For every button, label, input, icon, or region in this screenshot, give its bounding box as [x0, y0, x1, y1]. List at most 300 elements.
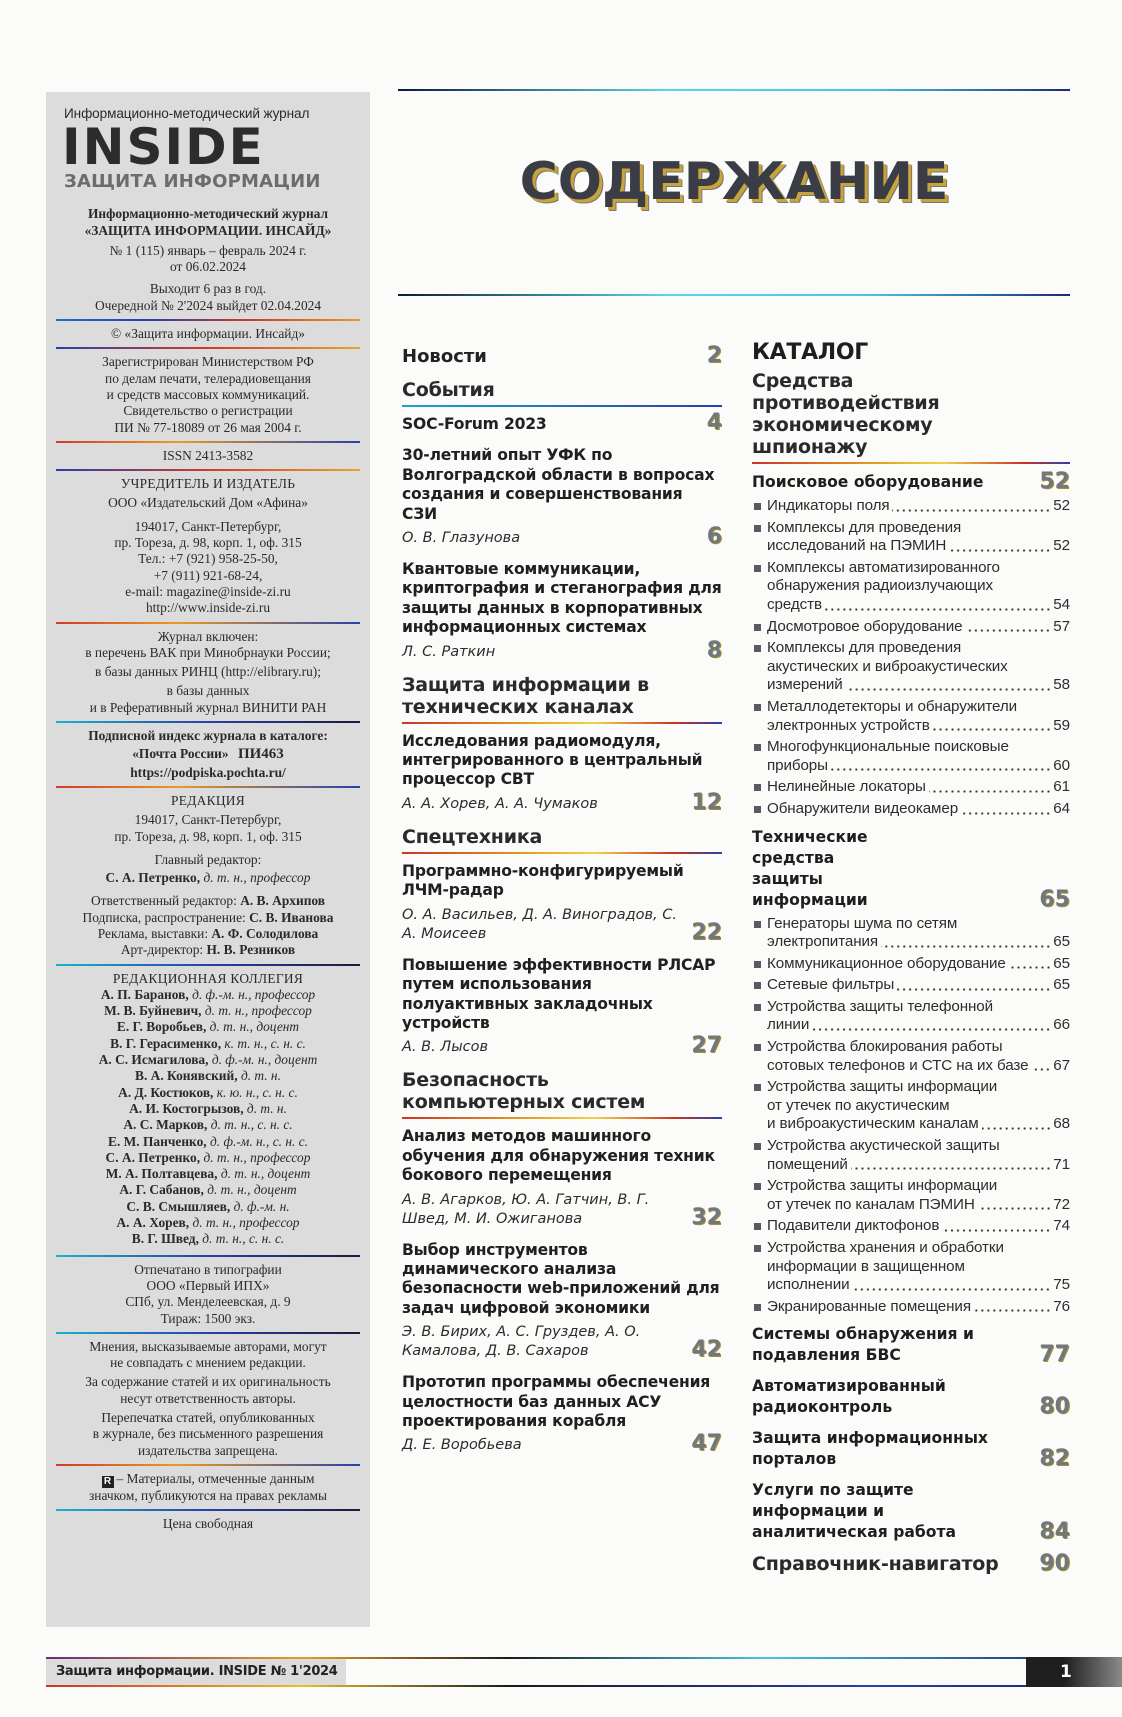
toc-entry-news[interactable] [402, 343, 722, 368]
staff-row [58, 926, 358, 942]
phone-2[interactable]: +7 (911) 921-68-24, [153, 567, 263, 583]
item-text [767, 976, 1070, 995]
item-leader-line [767, 497, 1070, 516]
dot-leader [982, 1127, 1052, 1130]
section-heading-events: События [402, 379, 495, 401]
catalog-group-heading[interactable] [752, 827, 1070, 911]
board-member [58, 1117, 358, 1133]
member-name: А. А. Хорев, [116, 1215, 190, 1231]
item-line: информации в защищенном [767, 1257, 965, 1275]
item-text [767, 998, 1070, 1035]
member-name: Е. М. Панченко, [108, 1133, 207, 1149]
entry-title: Анализ методов машинного обучения для обнаружения техник бокового перемещения [402, 1127, 715, 1185]
item-page-number: 65 [1053, 933, 1070, 951]
item-line: обнаружения радиоизлучающих [767, 577, 993, 595]
dot-leader [1009, 966, 1052, 969]
item-text [767, 497, 1070, 516]
included-db: в базы данных [166, 683, 250, 699]
item-line: Сетевые фильтры [767, 976, 895, 994]
item-line: Подавители диктофонов [767, 1217, 940, 1235]
section-title: Автоматизированный радиоконтроль [752, 1377, 946, 1417]
entry-authors: Э. В. Бирих, А. С. Груздев, А. О. Камалова, Д. В. Сахаров [402, 1324, 641, 1360]
member-name: А. Д. Костюков, [118, 1084, 214, 1100]
page-number: 84 [1039, 1519, 1070, 1545]
board-member [58, 1150, 358, 1166]
item-line: измерений [767, 676, 843, 694]
catalog-item[interactable] [752, 1038, 1070, 1075]
divider [56, 319, 360, 321]
entry-title: Квантовые коммуникации, криптография и стеганография для защиты данных в корпоративных информационных системах [402, 560, 722, 637]
item-text [767, 738, 1070, 775]
divider [56, 1509, 360, 1511]
section-underline [402, 405, 722, 407]
item-page-number: 76 [1053, 1297, 1070, 1315]
item-leader-line [767, 757, 1070, 776]
staff-role: Реклама, выставки: [97, 925, 212, 941]
item-leader-line [767, 955, 1070, 974]
item-text [767, 915, 1070, 952]
item-line: Устройства акустической защиты [767, 1137, 1000, 1155]
catalog-item[interactable] [752, 778, 1070, 797]
board-member [58, 1068, 358, 1084]
catalog-subheading: Средства противодействия экономическому шпионажу [752, 370, 940, 458]
website-link[interactable]: http://www.inside-zi.ru [145, 600, 271, 616]
catalog-item[interactable] [752, 738, 1070, 775]
item-page-number: 74 [1053, 1217, 1070, 1235]
member-title: д. т. н., доцент [220, 1166, 311, 1182]
board-member [58, 1182, 358, 1198]
tech-channels-list [402, 732, 722, 814]
board-member [58, 1166, 358, 1182]
item-line: Нелинейные локаторы [767, 778, 926, 796]
disclaimer-line: издательства запрещена. [137, 1442, 278, 1458]
board-member [58, 1101, 358, 1117]
subscription-index: ПИ463 [237, 746, 284, 763]
divider [56, 1332, 360, 1334]
editorial-address-line: пр. Тореза, д. 98, корп. 1, оф. 315 [114, 828, 302, 844]
catalog-item[interactable] [752, 497, 1070, 516]
item-line: помещений [767, 1155, 848, 1173]
registration-line: по делам печати, телерадиовещания [105, 370, 311, 386]
entry-authors: А. В. Лысов [402, 1039, 489, 1056]
bullet-square-icon [754, 784, 761, 791]
printing-line: Отпечатано в типографии [134, 1261, 282, 1277]
phone-1 [58, 551, 358, 567]
staff-row [58, 910, 358, 926]
group-title: Поисковое оборудование [752, 473, 984, 491]
entry-authors: Д. Е. Воробьева [402, 1437, 522, 1454]
page-footer [46, 1657, 1122, 1687]
item-text [767, 1177, 1070, 1214]
catalog-item[interactable] [752, 639, 1070, 695]
dot-leader [933, 728, 1052, 731]
page-number: 42 [691, 1337, 722, 1363]
toc-entry[interactable] [402, 1127, 722, 1228]
board-member [58, 1036, 358, 1052]
page-number: 47 [691, 1431, 722, 1457]
dot-leader [949, 549, 1051, 552]
staff-name: С. В. Иванова [249, 909, 334, 925]
bullet-square-icon [754, 525, 761, 532]
item-text [767, 1078, 1070, 1134]
disclaimer-line: Перепечатка статей, опубликованных [101, 1410, 315, 1425]
divider [56, 441, 360, 443]
item-line: Обнаружители видеокамер [767, 799, 959, 817]
compsec-list [402, 1127, 722, 1455]
item-leader-line [767, 800, 1070, 819]
toc-entry[interactable] [402, 560, 722, 662]
toc-entry[interactable] [402, 410, 722, 436]
included-heading: Журнал включен: [157, 628, 259, 644]
member-title: д. ф.-м. н., профессор [192, 986, 316, 1002]
toc-entry[interactable] [402, 732, 722, 814]
footer-rule-bottom [46, 1685, 1076, 1687]
section-underline [402, 722, 722, 724]
printing-line: СПб, ул. Менделеевская, д. 9 [125, 1294, 291, 1310]
registration-line: и средств массовых коммуникаций. [106, 386, 310, 402]
item-page-number: 75 [1053, 1276, 1070, 1294]
member-name: А. И. Костогрызов, [129, 1100, 244, 1116]
member-title: д. ф.-м. н., доцент [211, 1052, 318, 1068]
item-text [767, 1137, 1070, 1174]
item-leader-line [767, 1057, 1070, 1076]
item-line: исследований на ПЭМИН [767, 537, 947, 555]
catalog-group [752, 827, 1070, 1317]
item-line: линии [767, 1016, 810, 1034]
item-page-number: 67 [1053, 1056, 1070, 1074]
member-name: А. П. Баранов, [100, 986, 189, 1002]
bullet-square-icon [754, 565, 761, 572]
entry-title: Справочник-навигатор [752, 1553, 999, 1576]
divider [56, 622, 360, 624]
board-member [58, 1215, 358, 1231]
bullet-square-icon [754, 806, 761, 813]
divider [56, 721, 360, 723]
entry-title: Исследования радиомодуля, интегрированного в центральный процессор СВТ [402, 731, 703, 789]
page-number: 22 [691, 919, 722, 945]
item-page-number: 61 [1053, 778, 1070, 796]
footer-page-number: 1 [1026, 1657, 1122, 1687]
entry-authors: Л. С. Раткин [402, 643, 496, 660]
dot-leader [892, 509, 1051, 512]
item-page-number: 58 [1053, 676, 1070, 694]
catalog-column [752, 340, 1070, 1584]
disclaimer-reprint [58, 1410, 358, 1459]
catalog-section[interactable] [752, 1428, 1070, 1470]
printing-line: ООО «Первый ИПХ» [146, 1277, 270, 1293]
catalog-item[interactable] [752, 698, 1070, 735]
item-line: средств [767, 595, 822, 613]
bullet-square-icon [754, 1143, 761, 1150]
item-leader-line [767, 1276, 1070, 1295]
next-issue: Очередной № 2'2024 выйдет 02.04.2024 [94, 297, 322, 313]
catalog-item[interactable] [752, 559, 1070, 615]
header-bottom-rule [398, 294, 1070, 296]
item-page-number: 66 [1053, 1016, 1070, 1034]
registration [58, 354, 358, 435]
member-title: д. т. н., доцент [209, 1019, 300, 1035]
issue-line: № 1 (115) январь – февраль 2024 г. [109, 242, 307, 258]
catalog-item[interactable] [752, 1078, 1070, 1134]
catalog-section[interactable] [752, 1324, 1070, 1366]
journal-desc: Информационно-методический журнал [87, 206, 329, 222]
section-heading-spectech: Спецтехника [402, 825, 543, 848]
toc-entry[interactable] [402, 862, 722, 944]
board-member [58, 1231, 358, 1247]
item-line: Досмотровое оборудование [767, 617, 963, 635]
catalog-item[interactable] [752, 976, 1070, 995]
member-title: к. т. н., с. н. с. [224, 1035, 306, 1051]
catalog-item[interactable] [752, 618, 1070, 637]
toc-entry[interactable] [402, 956, 722, 1058]
chief-editor [58, 870, 358, 886]
bullet-square-icon [754, 645, 761, 652]
page-number: 65 [1039, 886, 1070, 912]
toc-entry-navigator[interactable] [752, 1553, 1070, 1575]
item-page-number: 52 [1053, 497, 1070, 514]
member-name: В. А. Конявский, [135, 1068, 238, 1084]
divider [56, 1464, 360, 1466]
staff-role: Арт-директор: [120, 942, 207, 958]
copyright: © «Защита информации. Инсайд» [111, 326, 305, 342]
page-number: 32 [691, 1204, 722, 1230]
dot-leader [852, 1288, 1051, 1291]
item-text [767, 1239, 1070, 1295]
catalog-groups [752, 469, 1070, 1316]
item-line: электронных устройств [767, 716, 930, 734]
item-line: Многофункциональные поисковые [767, 738, 1009, 756]
email-link[interactable]: e-mail: magazine@inside-zi.ru [125, 583, 291, 599]
item-text [767, 618, 1070, 637]
issue-date: от 06.02.2024 [170, 259, 246, 275]
member-title: д. ф.-м. н. [233, 1198, 290, 1214]
disclaimer-line: Мнения, высказываемые авторами, могут [89, 1338, 327, 1354]
page-number: 90 [1039, 1551, 1070, 1577]
member-name: С. А. Петренко, [105, 1149, 201, 1165]
dot-leader [897, 988, 1051, 991]
bullet-square-icon [754, 624, 761, 631]
member-title: д. т. н., с. н. с. [210, 1117, 293, 1133]
registration-line: Зарегистрирован Министерством РФ [102, 354, 314, 370]
toc-entry[interactable] [402, 1241, 722, 1362]
section-heading-tech-channels: Защита информации в технических каналах [402, 673, 649, 718]
dot-leader [965, 629, 1051, 632]
catalog-item[interactable] [752, 915, 1070, 952]
board-member [58, 987, 358, 1003]
item-text [767, 1217, 1070, 1236]
member-name: В. Г. Швед, [131, 1231, 199, 1247]
bullet-square-icon [754, 1084, 761, 1091]
divider [56, 347, 360, 349]
page-number: 12 [691, 789, 722, 815]
item-page-number: 68 [1053, 1115, 1070, 1133]
dot-leader [929, 790, 1051, 793]
member-title: д. т. н., профессор [204, 1003, 312, 1019]
advertising-mark-icon: R [102, 1476, 114, 1488]
item-line: сотовых телефонов и СТС на их базе [767, 1056, 1029, 1074]
item-leader-line [767, 1016, 1070, 1035]
entry-authors: А. А. Хорев, А. А. Чумаков [402, 795, 598, 812]
bullet-square-icon [754, 1004, 761, 1011]
staff-name: Н. В. Резников [206, 942, 296, 958]
phone-link[interactable]: +7 (921) 958-25-50, [168, 551, 278, 567]
item-leader-line [767, 676, 1070, 695]
page-number: 77 [1039, 1342, 1070, 1368]
dot-leader [831, 768, 1051, 771]
catalog-item[interactable] [752, 1217, 1070, 1236]
editorial-heading: РЕДАКЦИЯ [170, 792, 246, 808]
board-member [58, 1199, 358, 1215]
item-page-number: 72 [1053, 1195, 1070, 1213]
bullet-square-icon [754, 1245, 761, 1252]
board-heading: РЕДАКЦИОННАЯ КОЛЛЕГИЯ [112, 970, 304, 986]
catalog-item[interactable] [752, 800, 1070, 819]
member-name: А. Г. Сабанов, [119, 1182, 204, 1198]
staff-role: Подписка, распространение: [82, 909, 250, 925]
catalog-item[interactable] [752, 1177, 1070, 1214]
item-leader-line [767, 1217, 1070, 1236]
item-leader-line [767, 618, 1070, 637]
page-number: 52 [1039, 469, 1070, 494]
section-underline [402, 852, 722, 854]
bullet-square-icon [754, 982, 761, 989]
disclaimer-line: не совпадать с мнением редакции. [110, 1355, 306, 1371]
bullet-square-icon [754, 921, 761, 928]
item-line: от утечек по акустическим [767, 1096, 950, 1114]
item-line: исполнении [767, 1276, 850, 1294]
footer-journal-name: Защита информации. INSIDE № 1'2024 [46, 1659, 346, 1685]
staff-row [58, 893, 358, 909]
item-text [767, 639, 1070, 695]
founder-address-line: пр. Тореза, д. 98, корп. 1, оф. 315 [114, 535, 302, 551]
board-member [58, 1134, 358, 1150]
catalog-item[interactable] [752, 955, 1070, 974]
section-underline [402, 1117, 722, 1119]
catalog-item[interactable] [752, 1137, 1070, 1174]
item-line: и виброакустическим каналам [767, 1115, 979, 1133]
catalog-item[interactable] [752, 1298, 1070, 1317]
member-title: к. ю. н., с. н. с. [216, 1084, 298, 1100]
item-page-number: 71 [1053, 1155, 1070, 1173]
editorial-address-line: 194017, Санкт-Петербург, [134, 812, 282, 828]
divider [56, 964, 360, 966]
header-top-rule [398, 89, 1070, 91]
item-page-number: 60 [1053, 756, 1070, 774]
page-number: 27 [691, 1033, 722, 1059]
issn: ISSN 2413-3582 [162, 447, 254, 463]
section-title: Защита информационных порталов [752, 1429, 988, 1469]
bullet-square-icon [754, 1044, 761, 1051]
item-line: Устройства защиты информации [767, 1177, 998, 1195]
included-vak: в перечень ВАК при Минобрнауки России; [85, 644, 331, 660]
item-text [767, 519, 1070, 556]
page-number: 2 [706, 343, 722, 368]
section-title: Системы обнаружения и подавления БВС [752, 1325, 974, 1365]
item-line: акустических и виброакустических [767, 657, 1008, 675]
subscription-catalog-line [58, 746, 358, 762]
page-number: 82 [1039, 1446, 1070, 1472]
price: Цена свободная [162, 1516, 254, 1532]
chief-name: С. А. Петренко, [105, 870, 201, 886]
entry-title: SOC-Forum 2023 [402, 415, 547, 433]
page-number: 8 [706, 637, 722, 663]
member-title: д. т. н. [246, 1100, 287, 1116]
item-text [767, 698, 1070, 735]
item-line: Устройства хранения и обработки [767, 1239, 1004, 1256]
item-text [767, 800, 1070, 819]
group-title: Технические средства защиты информации [752, 827, 868, 909]
disclaimer-opinions [58, 1339, 358, 1372]
member-name: М. А. Полтавцева, [105, 1166, 218, 1182]
entry-title: 30-летний опыт УФК по Волгоградской области в вопросах создания и совершенствования СЗИ [402, 446, 715, 523]
dot-leader [942, 1229, 1051, 1232]
item-line: Комплексы автоматизированного [767, 558, 1000, 576]
item-line: Коммуникационное оборудование [767, 954, 1006, 972]
item-text [767, 1298, 1070, 1317]
printing-line: Тираж: 1500 экз. [160, 1310, 256, 1326]
member-name: В. Г. Герасименко, [110, 1035, 222, 1051]
item-line: Генераторы шума по сетям [767, 914, 958, 932]
toc-entry[interactable] [402, 446, 722, 548]
dot-leader [978, 1207, 1052, 1210]
ad-note-line: значком, публикуются на правах рекламы [89, 1487, 327, 1503]
bullet-square-icon [754, 744, 761, 751]
item-line: Устройства блокирования работы [767, 1038, 1003, 1056]
catalog-item[interactable] [752, 998, 1070, 1035]
item-leader-line [767, 976, 1070, 995]
item-line: от утечек по каналам ПЭМИН [767, 1195, 975, 1213]
frequency: Выходит 6 раз в год. [149, 281, 267, 297]
catalog-section[interactable] [752, 1376, 1070, 1418]
spectech-list [402, 862, 722, 1057]
member-title: д. т. н., профессор [192, 1215, 300, 1231]
catalog-item[interactable] [752, 1239, 1070, 1295]
board-member [58, 1085, 358, 1101]
dot-leader [881, 945, 1051, 948]
item-page-number: 64 [1053, 799, 1070, 817]
item-page-number: 59 [1053, 716, 1070, 734]
printing [58, 1262, 358, 1327]
item-line: приборы [767, 756, 828, 774]
catalog-group-heading[interactable] [752, 469, 1070, 494]
catalog-sections [752, 1324, 1070, 1543]
entry-title: Новости [402, 346, 487, 367]
dot-leader [961, 812, 1051, 815]
item-page-number: 57 [1053, 617, 1070, 635]
item-leader-line [767, 596, 1070, 615]
catalog-item[interactable] [752, 519, 1070, 556]
board-member [58, 1019, 358, 1035]
divider [56, 1255, 360, 1257]
section-title: Услуги по защите информации и аналитическая работа [752, 1481, 957, 1542]
founder-name: ООО «Издательский Дом «Афина» [108, 495, 308, 511]
item-text [767, 559, 1070, 615]
chief-label: Главный редактор: [154, 851, 262, 867]
toc-entry[interactable] [402, 1373, 722, 1455]
journal-name: «ЗАЩИТА ИНФОРМАЦИИ. ИНСАЙД» [84, 222, 332, 238]
divider [56, 786, 360, 788]
subscription-url[interactable]: https://podpiska.pochta.ru/ [130, 764, 286, 780]
catalog-section[interactable] [752, 1480, 1070, 1543]
staff-list [58, 893, 358, 958]
bullet-square-icon [754, 503, 761, 510]
bullet-square-icon [754, 704, 761, 711]
chief-title: д. т. н., профессор [203, 870, 311, 886]
item-page-number: 52 [1053, 537, 1070, 555]
item-leader-line [767, 1156, 1070, 1175]
item-leader-line [767, 933, 1070, 952]
member-title: д. т. н., с. н. с. [202, 1231, 285, 1247]
